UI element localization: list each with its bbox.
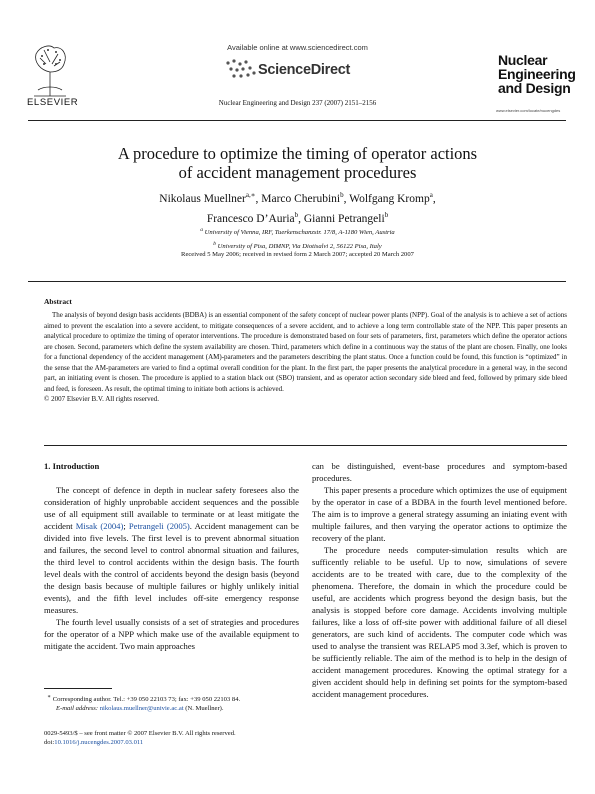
author-name[interactable]: Marco Cherubini xyxy=(261,192,341,205)
footnote-line xyxy=(44,704,299,713)
author-name[interactable]: Francesco D’Auria xyxy=(206,212,295,225)
available-online-text[interactable]: Available online at www.sciencedirect.com xyxy=(227,43,368,52)
footnote-divider xyxy=(44,688,112,689)
doi-line xyxy=(44,738,236,747)
abstract-top-divider xyxy=(28,281,566,282)
author-line xyxy=(40,187,555,207)
author-affil-mark: b xyxy=(384,210,389,219)
issn-line: 0029-5493/$ – see front matter © 2007 Elsevier B.V. All rights reserved. xyxy=(44,730,236,737)
author-affil-mark: b xyxy=(340,191,344,199)
body-left-column xyxy=(44,460,299,652)
citation-separator: ; xyxy=(123,521,129,531)
abstract-heading: Abstract xyxy=(44,297,72,306)
affiliation-item xyxy=(40,225,555,239)
journal-title-line: Nuclear xyxy=(498,52,548,68)
email-label: E-mail address: xyxy=(56,705,99,713)
abstract-bottom-divider xyxy=(44,445,567,446)
email-suffix: (N. Muellner). xyxy=(183,705,224,713)
corresponding-author-footnote xyxy=(44,693,299,713)
author-affil-mark: a,∗ xyxy=(245,191,256,199)
author-separator: , xyxy=(432,192,436,205)
abstract-body xyxy=(44,310,567,405)
paragraph: can be distinguished, event-base procedures and symptom-based procedures. xyxy=(312,461,567,483)
received-dates: Received 5 May 2006; received in revised form 2 March 2007; accepted 20 March 2007 xyxy=(181,251,414,258)
journal-url[interactable]: www.elsevier.com/locate/nucengdes xyxy=(496,108,561,113)
elsevier-wordmark: ELSEVIER xyxy=(27,97,79,108)
footnote-mark: ∗ xyxy=(47,694,52,700)
journal-title-line: and Design xyxy=(498,80,571,96)
footnote-contact: Corresponding author. Tel.: +39 050 22103 73; fax: +39 050 22103 84. xyxy=(52,696,241,704)
body-right-column xyxy=(312,460,567,700)
header-divider xyxy=(28,120,566,121)
doi-link[interactable]: 10.1016/j.nucengdes.2007.03.011 xyxy=(54,739,144,746)
sciencedirect-dots-icon xyxy=(222,57,258,81)
article-title-line: of accident management procedures xyxy=(178,163,417,182)
sciencedirect-logo-text: ScienceDirect xyxy=(258,62,351,78)
journal-title-line: Engineering xyxy=(498,66,576,82)
section-heading-introduction: 1. Introduction xyxy=(44,461,100,471)
front-matter-info xyxy=(44,729,236,747)
author-separator: , xyxy=(255,192,262,205)
author-name[interactable]: Gianni Petrangeli xyxy=(303,212,385,225)
author-separator: , xyxy=(343,192,350,205)
article-title-line: A procedure to optimize the timing of operator actions xyxy=(117,144,478,163)
email-link[interactable]: nikolaus.muellner@univie.ac.at xyxy=(99,705,184,713)
citation-link[interactable]: Petrangeli (2005) xyxy=(128,521,190,531)
abstract-text: The analysis of beyond design basis accidents (BDBA) is an essential component of the safety concept of nuclear power plants (NPP). Goal of the analysis is to achieve a set of actions aimed to prevent the escalation into a severe accident, to mitigate consequences of a severe accident, and to achieve a long term controllable state of the NPP. This paper presents an analytical procedure to optimize the timing of operator interventions. The procedure is demonstrated based on four sets of parameters, first, parameters which define the operator actions are chosen. Second, parameters which define the system availability are chosen. Third, parameters which define in a continuous way the status of the plant are chosen. Finally, one looks for a functional dependency of the accident management (AM)-parameters and the parameters describing the plant status. Once a function could be found, this function is “optimized” in the sense that the AM-parameters are varied to find a optimal overall condition for the plant. In the first part, the paper presents the analytical procedure in a general way, in the second part, an initiating event is chosen. The procedure is applied to a station black out (SBO) transient, and as operator action secondary side bleed and feed, followed by primary side bleed and feed, is foreseen. As result, the optimal timing to initiate both actions is achieved. xyxy=(44,311,567,393)
journal-citation: Nuclear Engineering and Design 237 (2007) 2151–2156 xyxy=(218,99,377,107)
author-name[interactable]: Wolfgang Kromp xyxy=(349,192,430,205)
author-separator: , xyxy=(298,212,304,225)
affiliations xyxy=(40,225,555,252)
affiliation-text: University of Pisa, DIMNP, Via Diotisalvi 2, 56122 Pisa, Italy xyxy=(217,242,382,250)
doi-label: doi: xyxy=(44,739,55,746)
copyright-line: © 2007 Elsevier B.V. All rights reserved. xyxy=(44,395,160,403)
paragraph-text: . Accident management can be divided into five levels. The first level is to prevent abnormal situation and failures, the second level to control abnormal situation and failures, the third level to control accidents within the design basis. The fourth level deals with the control of accidents beyond the design basis (beyond the design basis because of multiple failures or highly unlikely initial events), and the fifth level includes off-site emergency response measures. xyxy=(44,521,300,615)
paragraph-text: The concept of defence in depth in nuclear safety foresees also the consideration of highly unprobable accident sequences and the possible use of all equipment still available to terminate or at least mitigate the accident xyxy=(44,485,299,531)
affiliation-mark: b xyxy=(213,240,217,247)
citation-link[interactable]: Misak (2004) xyxy=(75,521,124,531)
paragraph xyxy=(44,484,299,616)
author-line xyxy=(40,207,555,227)
paragraph: This paper presents a procedure which optimizes the use of equipment by the operator in case of a BDBA in the fourth level mentioned before. The aim is to improve a general strategy assuming an iniating event with multiple failures, and then varying the operator actions to optimize the recovery of the plant. xyxy=(312,485,567,543)
paragraph: The procedure needs computer-simulation results which are sufficently reliable to be useful. Up to now, simulations of severe accidents are to be treated with care, due to the complexity of the phenomena. Therefore, the domain in which the procedure could be useful, are accidents which progress beyond the design basis, but the analysis is stopped before core damage. Accidents involving multiple failures, like a loss of off-site power with additional failure of all diesel generators, are such kind of accidents. The computer code which was used to analyse the transient was RELAP5 mod 3.3ef, which is proven to be sufficiently reliable. The aim of the method is to help in the design of accident management procedures. Knowing the optimal strategy for a given accident should help in defining set points for the symptom-based accident management procedures. xyxy=(312,545,567,699)
journal-title xyxy=(498,53,586,95)
paragraph: The fourth level usually consists of a set of strategies and procedures for the operator of a NPP which make use of the available equipment to mitigate the accident. Two main approaches xyxy=(44,617,299,651)
author-affil-mark: a xyxy=(429,191,433,199)
footnote-line xyxy=(44,693,299,704)
article-title xyxy=(40,144,555,182)
author-list xyxy=(40,187,555,227)
affiliation-mark: a xyxy=(200,227,204,233)
affiliation-text: University of Vienna, IRF, Tuerkenschanzstr. 17/8, A-1180 Wien, Austria xyxy=(204,229,395,237)
author-name[interactable]: Nikolaus Muellner xyxy=(159,192,246,205)
author-affil-mark: b xyxy=(294,210,299,219)
